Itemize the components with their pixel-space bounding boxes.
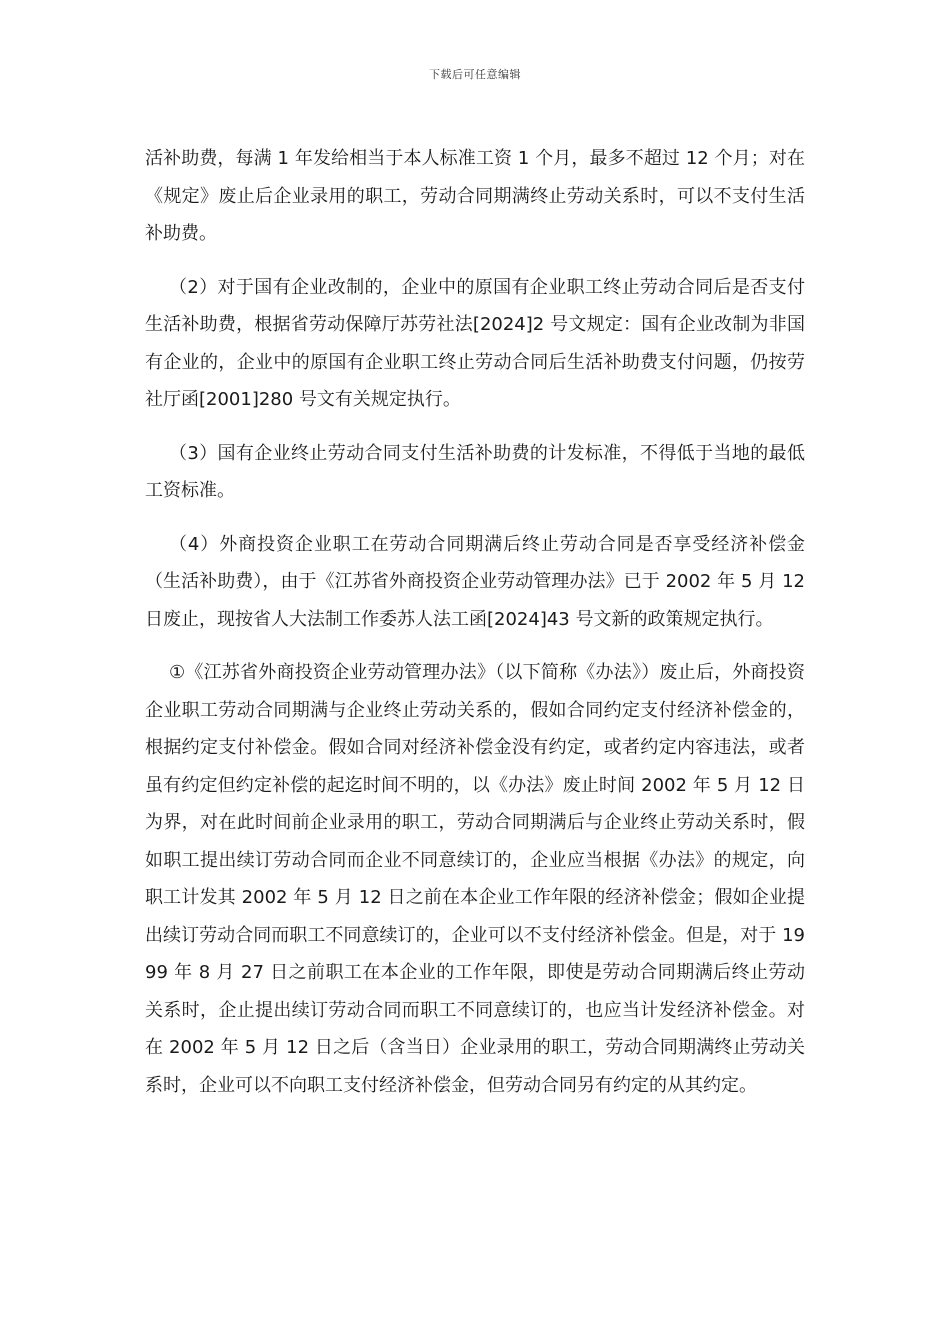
paragraph-item-3: （3）国有企业终止劳动合同支付生活补助费的计发标准，不得低于当地的最低工资标准。	[145, 442, 805, 501]
document-body	[145, 140, 805, 1104]
paragraph-item-4: （4）外商投资企业职工在劳动合同期满后终止劳动合同是否享受经济补偿金（生活补助费），由于《江苏省外商投资企业劳动管理办法》已于 2002 年 5 月 12 日废止，现按省人大法制工作委苏人法工函[2024]43 号文新的政策规定执行。	[145, 533, 805, 630]
paragraph-subitem-1: ①《江苏省外商投资企业劳动管理办法》（以下简称《办法》）废止后，外商投资企业职工劳动合同期满与企业终止劳动关系的，假如合同约定支付经济补偿金的，根据约定支付补偿金。假如合同对经济补偿金没有约定，或者约定内容违法，或者虽有约定但约定补偿的起迄时间不明的，以《办法》废止时间 2002 年 5 月 12 日为界，对在此时间前企业录用的职工，劳动合同期满后与企业终止劳动关系时，假如职工提出续订劳动合同而企业不同意续订的，企业应当根据《办法》的规定，向职工计发其 2002 年 5 月 12 日之前在本企业工作年限的经济补偿金；假如企业提出续订劳动合同而职工不同意续订的，企业可以不支付经济补偿金。但是，对于 1999 年 8 月 27 日之前职工在本企业的工作年限，即使是劳动合同期满后终止劳动关系时，企止提出续订劳动合同而职工不同意续订的，也应当计发经济补偿金。对在 2002 年 5 月 12 日之后（含当日）企业录用的职工，劳动合同期满终止劳动关系时，企业可以不向职工支付经济补偿金，但劳动合同另有约定的从其约定。	[145, 662, 805, 1096]
paragraph-continuation: 活补助费，每满 1 年发给相当于本人标准工资 1 个月，最多不超过 12 个月；对在《规定》废止后企业录用的职工，劳动合同期满终止劳动关系时，可以不支付生活补助费。	[145, 148, 805, 244]
header-note: 下载后可任意编辑	[429, 68, 521, 81]
paragraph-item-2: （2）对于国有企业改制的，企业中的原国有企业职工终止劳动合同后是否支付生活补助费，根据省劳动保障厅苏劳社法[2024]2 号文规定：国有企业改制为非国有企业的，企业中的原国有企业职工终止劳动合同后生活补助费支付问题，仍按劳社厅函[2001]280 号文有关规定执行。	[145, 276, 805, 410]
